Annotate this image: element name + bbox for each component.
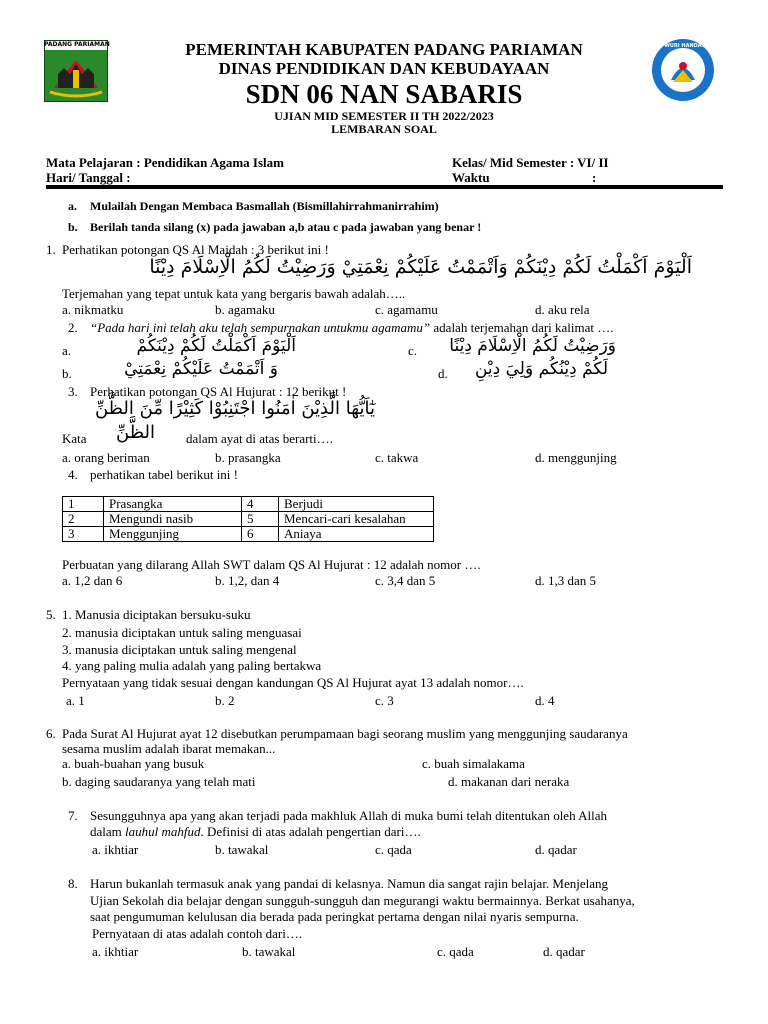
q6-line2: sesama muslim adalah ibarat memakan... bbox=[62, 741, 276, 756]
table-cell: Menggunjing bbox=[104, 527, 242, 542]
q1-number: 1. bbox=[46, 242, 56, 257]
q6-option-d: d. makanan dari neraka bbox=[448, 774, 570, 789]
q7-line2-post: . Definisi di atas adalah pengertian dari…. bbox=[200, 824, 421, 839]
q2-option-b-arabic: وَ اَتْمَمْتُ عَلَيْكُمْ نِعْمَتِيْ bbox=[124, 359, 278, 379]
table-row bbox=[63, 497, 434, 512]
q1-option-d: d. aku rela bbox=[535, 302, 590, 317]
q3-option-d: d. menggunjing bbox=[535, 450, 617, 465]
q3-kata: Kata bbox=[62, 431, 87, 446]
table-cell: 1 bbox=[63, 497, 104, 512]
q6-option-a: a. buah-buahan yang busuk bbox=[62, 756, 205, 771]
q8-line4: Pernyataan di atas adalah contoh dari…. bbox=[92, 926, 303, 941]
q4-table bbox=[62, 496, 434, 542]
instruction-b-marker: b. bbox=[68, 220, 78, 234]
q8-option-b: b. tawakal bbox=[242, 944, 296, 959]
q3-option-b: b. prasangka bbox=[215, 450, 281, 465]
q7-option-b: b. tawakal bbox=[215, 842, 269, 857]
instruction-b: Berilah tanda silang (x) pada jawaban a,b atau c pada jawaban yang benar ! bbox=[90, 220, 482, 234]
q2-number: 2. bbox=[68, 320, 78, 335]
q1-option-b: b. agamaku bbox=[215, 302, 275, 317]
govt-title: PEMERINTAH KABUPATEN PADANG PARIAMAN bbox=[185, 40, 583, 59]
q3-option-a: a. orang beriman bbox=[62, 450, 150, 465]
q7-line1: Sesungguhnya apa yang akan terjadi pada makhluk Allah di muka bumi telah ditentukan oleh Allah bbox=[90, 808, 607, 823]
instruction-a-marker: a. bbox=[68, 199, 77, 213]
table-row bbox=[63, 527, 434, 542]
q4-question: Perbuatan yang dilarang Allah SWT dalam QS Al Hujurat : 12 adalah nomor …. bbox=[62, 557, 481, 572]
exam-title: UJIAN MID SEMESTER II TH 2022/2023 bbox=[274, 109, 494, 123]
q4-option-c: c. 3,4 dan 5 bbox=[375, 573, 436, 588]
subject-field: Mata Pelajaran : Pendidikan Agama Islam bbox=[46, 155, 284, 170]
q6-option-c: c. buah simalakama bbox=[422, 756, 525, 771]
q5-option-b: b. 2 bbox=[215, 693, 235, 708]
sheet-title: LEMBARAN SOAL bbox=[331, 122, 437, 136]
q5-number: 5. bbox=[46, 607, 56, 622]
q5-option-a: a. 1 bbox=[66, 693, 85, 708]
q1-option-a: a. nikmatku bbox=[62, 302, 124, 317]
q5-option-c: c. 3 bbox=[375, 693, 394, 708]
q2-option-a-marker: a. bbox=[62, 343, 72, 358]
q8-number: 8. bbox=[68, 876, 78, 891]
q6-line1: Pada Surat Al Hujurat ayat 12 disebutkan perumpamaan bagi seorang muslim yang menggunjing saudaranya bbox=[62, 726, 628, 741]
q2-option-d-marker: d. bbox=[438, 366, 448, 381]
table-cell: Berjudi bbox=[279, 497, 434, 512]
q7-number: 7. bbox=[68, 808, 78, 823]
table-cell: Mengundi nasib bbox=[104, 512, 242, 527]
table-cell: Aniaya bbox=[279, 527, 434, 542]
q2-option-c-marker: c. bbox=[408, 343, 418, 358]
q7-italic-term: lauhul mahfud bbox=[125, 824, 201, 839]
q8-option-a: a. ikhtiar bbox=[92, 944, 139, 959]
q8-line3: saat pengumuman kelulusan dia berada pada peringkat pertama dengan nilai nyaris sempurna. bbox=[90, 909, 579, 924]
q2-option-d-arabic: لَكُمْ دِيْنُكُم وَلِيَ دِيْنِ bbox=[474, 359, 608, 379]
q5-item-3: 3. manusia diciptakan untuk saling mengenal bbox=[62, 642, 297, 657]
q2-option-b-marker: b. bbox=[62, 366, 72, 381]
q5-question: Pernyataan yang tidak sesuai dengan kandungan QS Al Hujurat ayat 13 adalah nomor…. bbox=[62, 675, 524, 690]
q8-line2: Ujian Sekolah dia belajar dengan sungguh-sungguh dan megurangi waktu bermainnya. Berkat usahanya, bbox=[90, 893, 635, 908]
q5-item-1: 1. Manusia diciptakan bersuku-suku bbox=[62, 607, 251, 622]
q3-option-c: c. takwa bbox=[375, 450, 419, 465]
q4-text: perhatikan tabel berikut ini ! bbox=[90, 467, 239, 482]
q2-option-c-arabic: وَرَضِيْتُ لَكُمُ الْاِسْلَامَ دِيْنًا bbox=[449, 336, 616, 356]
school-name: SDN 06 NAN SABARIS bbox=[245, 79, 523, 109]
q4-option-d: d. 1,3 dan 5 bbox=[535, 573, 597, 588]
date-field: Hari/ Tanggal : bbox=[46, 170, 131, 185]
q2-quote: “Pada hari ini telah aku telah sempurnakan untukmu agamamu” bbox=[90, 320, 431, 335]
q4-option-b: b. 1,2, dan 4 bbox=[215, 573, 280, 588]
tut-wuri-logo-text: TUT WURI HANDAYANI bbox=[651, 43, 715, 49]
table-cell: 3 bbox=[63, 527, 104, 542]
time-colon: : bbox=[592, 170, 597, 185]
q8-option-d: d. qadar bbox=[543, 944, 585, 959]
q6-option-b: b. daging saudaranya yang telah mati bbox=[62, 774, 256, 789]
q5-item-4: 4. yang paling mulia adalah yang paling bertakwa bbox=[62, 658, 322, 673]
q6-number: 6. bbox=[46, 726, 56, 741]
q5-item-2: 2. manusia diciptakan untuk saling menguasai bbox=[62, 625, 302, 640]
q8-option-c: c. qada bbox=[437, 944, 474, 959]
table-cell: Prasangka bbox=[104, 497, 242, 512]
q4-number: 4. bbox=[68, 467, 78, 482]
q7-line2-pre: dalam bbox=[90, 824, 126, 839]
q3-kata-arabic: الظَّنِّ bbox=[116, 422, 155, 443]
table-cell: 2 bbox=[63, 512, 104, 527]
regency-logo-text: PADANG PARIAMAN bbox=[44, 41, 110, 48]
q8-line1: Harun bukanlah termasuk anak yang pandai di kelasnya. Namun dia sangat rajin belajar. Menjelang bbox=[90, 876, 609, 891]
instruction-a: Mulailah Dengan Membaca Basmallah (Bismillahirrahmanirrahim) bbox=[90, 199, 439, 213]
q7-line2 bbox=[90, 824, 421, 840]
dept-title: DINAS PENDIDIKAN DAN KEBUDAYAAN bbox=[218, 59, 550, 78]
q3-text: Perhatikan potongan QS Al Hujurat : 12 berikut ! bbox=[90, 384, 347, 399]
q7-option-a: a. ikhtiar bbox=[92, 842, 139, 857]
table-cell: 6 bbox=[242, 527, 279, 542]
q2-option-a-arabic: اَلْيَوْمَ اَكْمَلْتُ لَكُمْ دِيْنَكُمْ bbox=[136, 336, 296, 356]
q3-kata-rest: dalam ayat di atas berarti…. bbox=[186, 431, 333, 446]
q2-text bbox=[90, 320, 614, 336]
q1-arabic: اَلْيَوْمَ اَكْمَلْتُ لَكُمْ دِيْنَكُمْ وَاَتْمَمْتُ عَلَيْكُمْ نِعْمَتِيْ وَرَضِيْتُ لَكُمُ الْاِسْلَامَ دِيْنًا bbox=[149, 256, 692, 278]
header-divider bbox=[46, 185, 723, 189]
q1-question: Terjemahan yang tepat untuk kata yang bergaris bawah adalah….. bbox=[62, 286, 406, 301]
table-cell: Mencari-cari kesalahan bbox=[279, 512, 434, 527]
q3-number: 3. bbox=[68, 384, 78, 399]
class-field: Kelas/ Mid Semester : VI/ II bbox=[452, 155, 609, 170]
q4-option-a: a. 1,2 dan 6 bbox=[62, 573, 123, 588]
q7-option-c: c. qada bbox=[375, 842, 412, 857]
q3-arabic: يٰٓاَيُّهَا الَّذِيْنَ اٰمَنُوا اجْتَنِبُوْا كَثِيْرًا مِّنَ الظَّنِّ bbox=[94, 398, 375, 419]
time-field: Waktu bbox=[452, 170, 490, 185]
table-cell: 5 bbox=[242, 512, 279, 527]
q1-text: Perhatikan potongan QS Al Maidah : 3 berikut ini ! bbox=[62, 242, 329, 257]
q7-option-d: d. qadar bbox=[535, 842, 577, 857]
q1-option-c: c. agamamu bbox=[375, 302, 438, 317]
q5-option-d: d. 4 bbox=[535, 693, 555, 708]
q2-rest: adalah terjemahan dari kalimat …. bbox=[430, 320, 614, 335]
table-row bbox=[63, 512, 434, 527]
table-cell: 4 bbox=[242, 497, 279, 512]
